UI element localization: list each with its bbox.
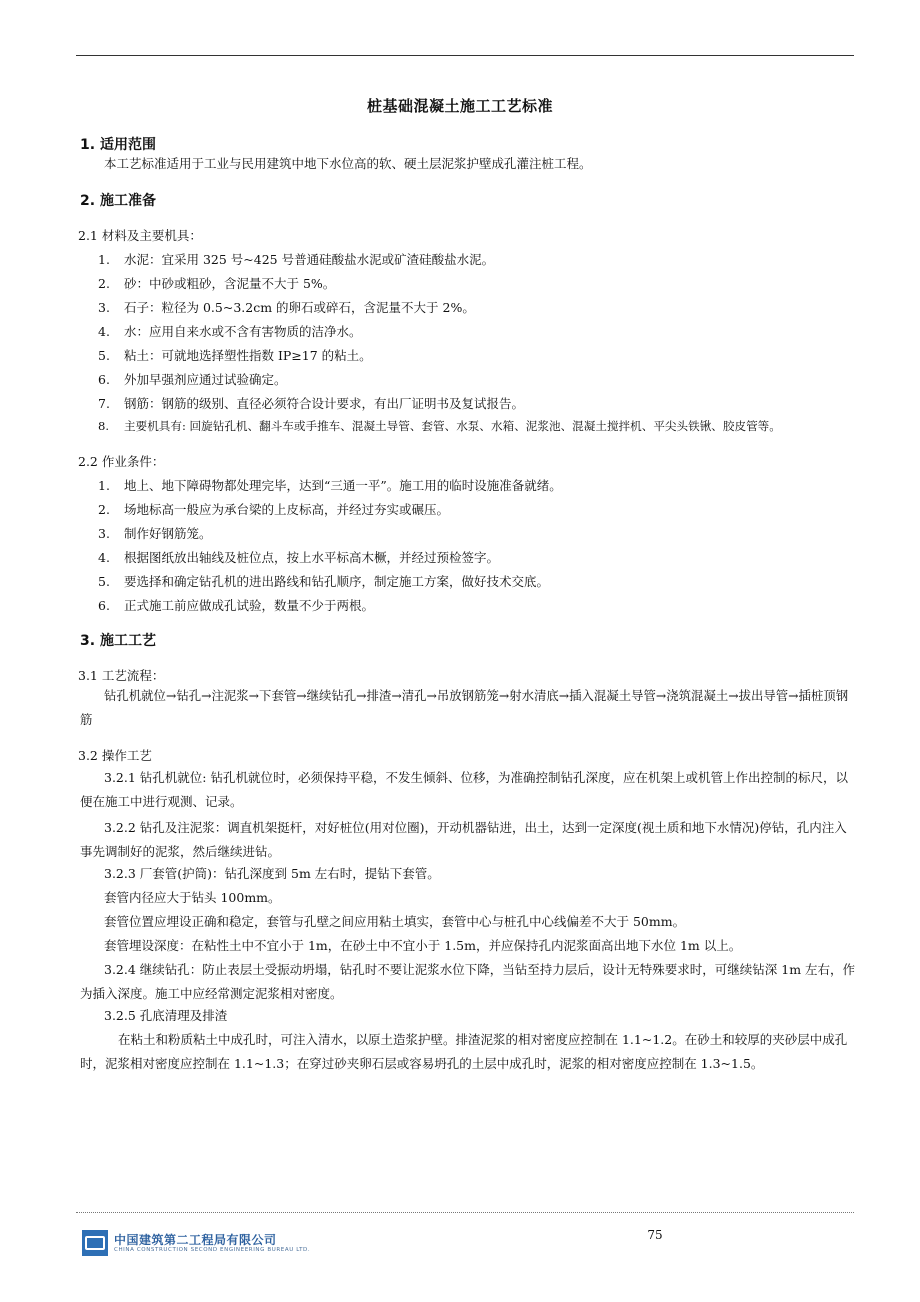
section-2-number: 2. — [80, 193, 96, 209]
company-name-cn: 中国建筑第二工程局有限公司 — [114, 1233, 277, 1247]
section-3-number: 3. — [80, 633, 96, 649]
list-item: 1. 地上、地下障碍物都处理完毕，达到“三通一平”。施工用的临时设施准备就绪。 — [98, 478, 562, 493]
list-item: 3. 石子：粒径为 0.5~3.2cm 的卵石或碎石，含泥量不大于 2%。 — [98, 300, 475, 315]
section-1-number: 1. — [80, 137, 96, 153]
list-item: 8. 主要机具有: 回旋钻孔机、翻斗车或手推车、混凝土导管、套管、水泵、水箱、泥浆池、混凝土搅拌机、平尖头铁锹、胶皮管等。 — [98, 419, 781, 433]
process-flow-text: 钻孔机就位→钻孔→注泥浆→下套管→继续钻孔→排渣→清孔→吊放钢筋笼→射水清底→插入混凝土导管→浇筑混凝土→拔出导管→插桩顶钢筋 — [80, 688, 849, 727]
list-item: 5. 粘土：可就地选择塑性指数 IP≥17 的粘土。 — [98, 348, 372, 363]
paragraph-3-2-5-title: 3.2.5 孔底清理及排渣 — [104, 1008, 228, 1023]
section-3-heading — [80, 630, 156, 650]
company-logo — [82, 1228, 312, 1260]
list-item: 2. 砂：中砂或粗砂，含泥量不大于 5%。 — [98, 276, 336, 291]
cscec-logo-icon — [82, 1230, 108, 1256]
paragraph-3-2-3-b: 套管位置应埋设正确和稳定，套管与孔壁之间应用粘土填实，套管中心与桩孔中心线偏差不大于 50mm。 — [104, 914, 686, 929]
paragraph-3-2-3-c: 套管埋设深度：在粘性土中不宜小于 1m，在砂土中不宜小于 1.5m，并应保持孔内泥浆面高出地下水位 1m 以上。 — [104, 938, 742, 953]
footer-rule — [76, 1212, 854, 1213]
section-2-heading — [80, 190, 156, 210]
paragraph-3-2-3-a: 套管内径应大于钻头 100mm。 — [104, 890, 281, 905]
list-item: 6. 正式施工前应做成孔试验，数量不少于两根。 — [98, 598, 375, 613]
list-item: 4. 根据图纸放出轴线及桩位点，按上水平标高木橛，并经过预检签字。 — [98, 550, 500, 565]
list-item: 1. 水泥：宜采用 325 号~425 号普通硅酸盐水泥或矿渣硅酸盐水泥。 — [98, 252, 495, 267]
list-item: 5. 要选择和确定钻孔机的进出路线和钻孔顺序，制定施工方案，做好技术交底。 — [98, 574, 550, 589]
paragraph-3-2-4: 3.2.4 继续钻孔：防止表层土受振动坍塌，钻孔时不要让泥浆水位下降，当钻至持力层后，设计无特殊要求时，可继续钻深 1m 左右，作为插入深度。施工中应经常测定泥浆相对密度。 — [80, 962, 856, 1001]
section-3-title: 施工工艺 — [100, 633, 156, 649]
section-1-heading — [80, 134, 156, 154]
list-item: 6. 外加早强剂应通过试验确定。 — [98, 372, 287, 387]
page-number: 75 — [647, 1228, 663, 1242]
section-2-title: 施工准备 — [100, 193, 156, 209]
subsection-3-1-title: 3.1 工艺流程： — [78, 668, 165, 683]
list-item: 4. 水：应用自来水或不含有害物质的洁净水。 — [98, 324, 362, 339]
paragraph-3-2-5: 在粘土和粉质粘土中成孔时，可注入清水，以原土造浆护壁。排渣泥浆的相对密度应控制在 1.1~1.2。在砂土和较厚的夹砂层中成孔时，泥浆相对密度应控制在 1.1~1.3；在穿过砂夹卵石层或容易坍孔的土层中成孔时，泥浆的相对密度应控制在 1.3~1.5。 — [80, 1032, 848, 1071]
paragraph-3-2-2: 3.2.2 钻孔及注泥浆：调直机架挺杆，对好桩位(用对位圈)，开动机器钻进，出土，达到一定深度(视土质和地下水情况)停钻，孔内注入事先调制好的泥浆，然后继续进钻。 — [80, 820, 847, 859]
subsection-2-2-title: 2.2 作业条件： — [78, 454, 165, 469]
section-1-text: 本工艺标准适用于工业与民用建筑中地下水位高的软、硬土层泥浆护壁成孔灌注桩工程。 — [104, 156, 592, 171]
subsection-3-2-title: 3.2 操作工艺 — [78, 748, 152, 763]
section-1-title: 适用范围 — [100, 137, 156, 153]
paragraph-3-2-1: 3.2.1 钻孔机就位: 钻孔机就位时，必须保持平稳，不发生倾斜、位移，为准确控制钻孔深度，应在机架上或机管上作出控制的标尺，以便在施工中进行观测、记录。 — [80, 770, 848, 809]
subsection-2-1-title: 2.1 材料及主要机具： — [78, 228, 202, 243]
company-name-en: CHINA CONSTRUCTION SECOND ENGINEERING BUREAU LTD. — [114, 1247, 311, 1253]
header-rule — [76, 55, 854, 56]
list-item: 3. 制作好钢筋笼。 — [98, 526, 212, 541]
paragraph-3-2-3: 3.2.3 厂套管(护筒)：钻孔深度到 5m 左右时，提钻下套管。 — [104, 866, 440, 881]
list-item: 7. 钢筋：钢筋的级别、直径必须符合设计要求，有出厂证明书及复试报告。 — [98, 396, 525, 411]
document-title: 桩基础混凝土施工工艺标准 — [366, 97, 553, 115]
list-item: 2. 场地标高一般应为承台梁的上皮标高，并经过夯实或碾压。 — [98, 502, 450, 517]
